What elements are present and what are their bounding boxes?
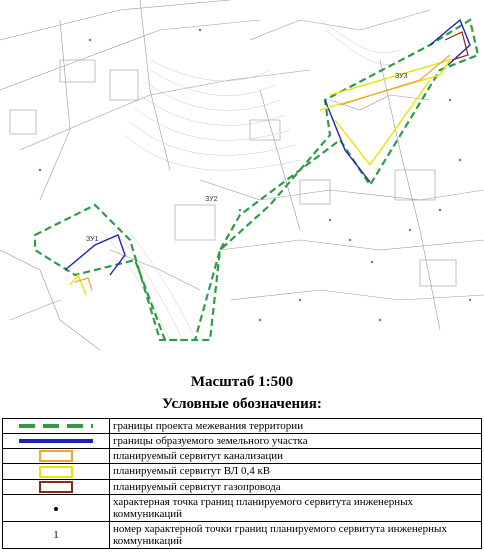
legend-text: границы проекта межевания территории <box>110 419 482 434</box>
legend-row-parcel-boundary <box>3 434 482 449</box>
brown-box-icon <box>39 481 73 493</box>
legend-title: Условные обозначения: <box>162 396 322 412</box>
area-label-zu2: ЗУ2 <box>205 196 218 203</box>
legend-text: характерная точка границ планируемого сервитута инженерных коммуникаций <box>110 495 482 522</box>
legend-row-gas-servitude <box>3 479 482 494</box>
point-number-symbol: 1 <box>3 522 110 549</box>
blue-solid-line-icon <box>19 439 93 443</box>
legend-row-point <box>3 495 482 522</box>
yellow-box-icon <box>39 466 73 478</box>
point-icon <box>54 507 58 511</box>
legend-text: границы образуемого земельного участка <box>110 434 482 449</box>
orange-box-icon <box>39 450 73 462</box>
green-dashed-line-icon <box>19 424 93 428</box>
legend-row-sewer-servitude <box>3 449 482 464</box>
legend-row-point-number <box>3 522 482 549</box>
legend-row-vl-servitude <box>3 464 482 479</box>
legend-text: планируемый сервитут газопровода <box>110 479 482 494</box>
legend-table <box>2 418 482 549</box>
area-label-zu3: ЗУ3 <box>395 73 408 80</box>
area-label-zu1: ЗУ1 <box>86 236 99 243</box>
scale-label: Масштаб 1:500 <box>190 374 294 390</box>
legend-row-project-boundary <box>3 419 482 434</box>
legend-text: планируемый сервитут канализации <box>110 449 482 464</box>
legend-text: планируемый сервитут ВЛ 0,4 кВ <box>110 464 482 479</box>
legend-text: номер характерной точки границ планируемого сервитута инженерных коммуникаций <box>110 522 482 549</box>
